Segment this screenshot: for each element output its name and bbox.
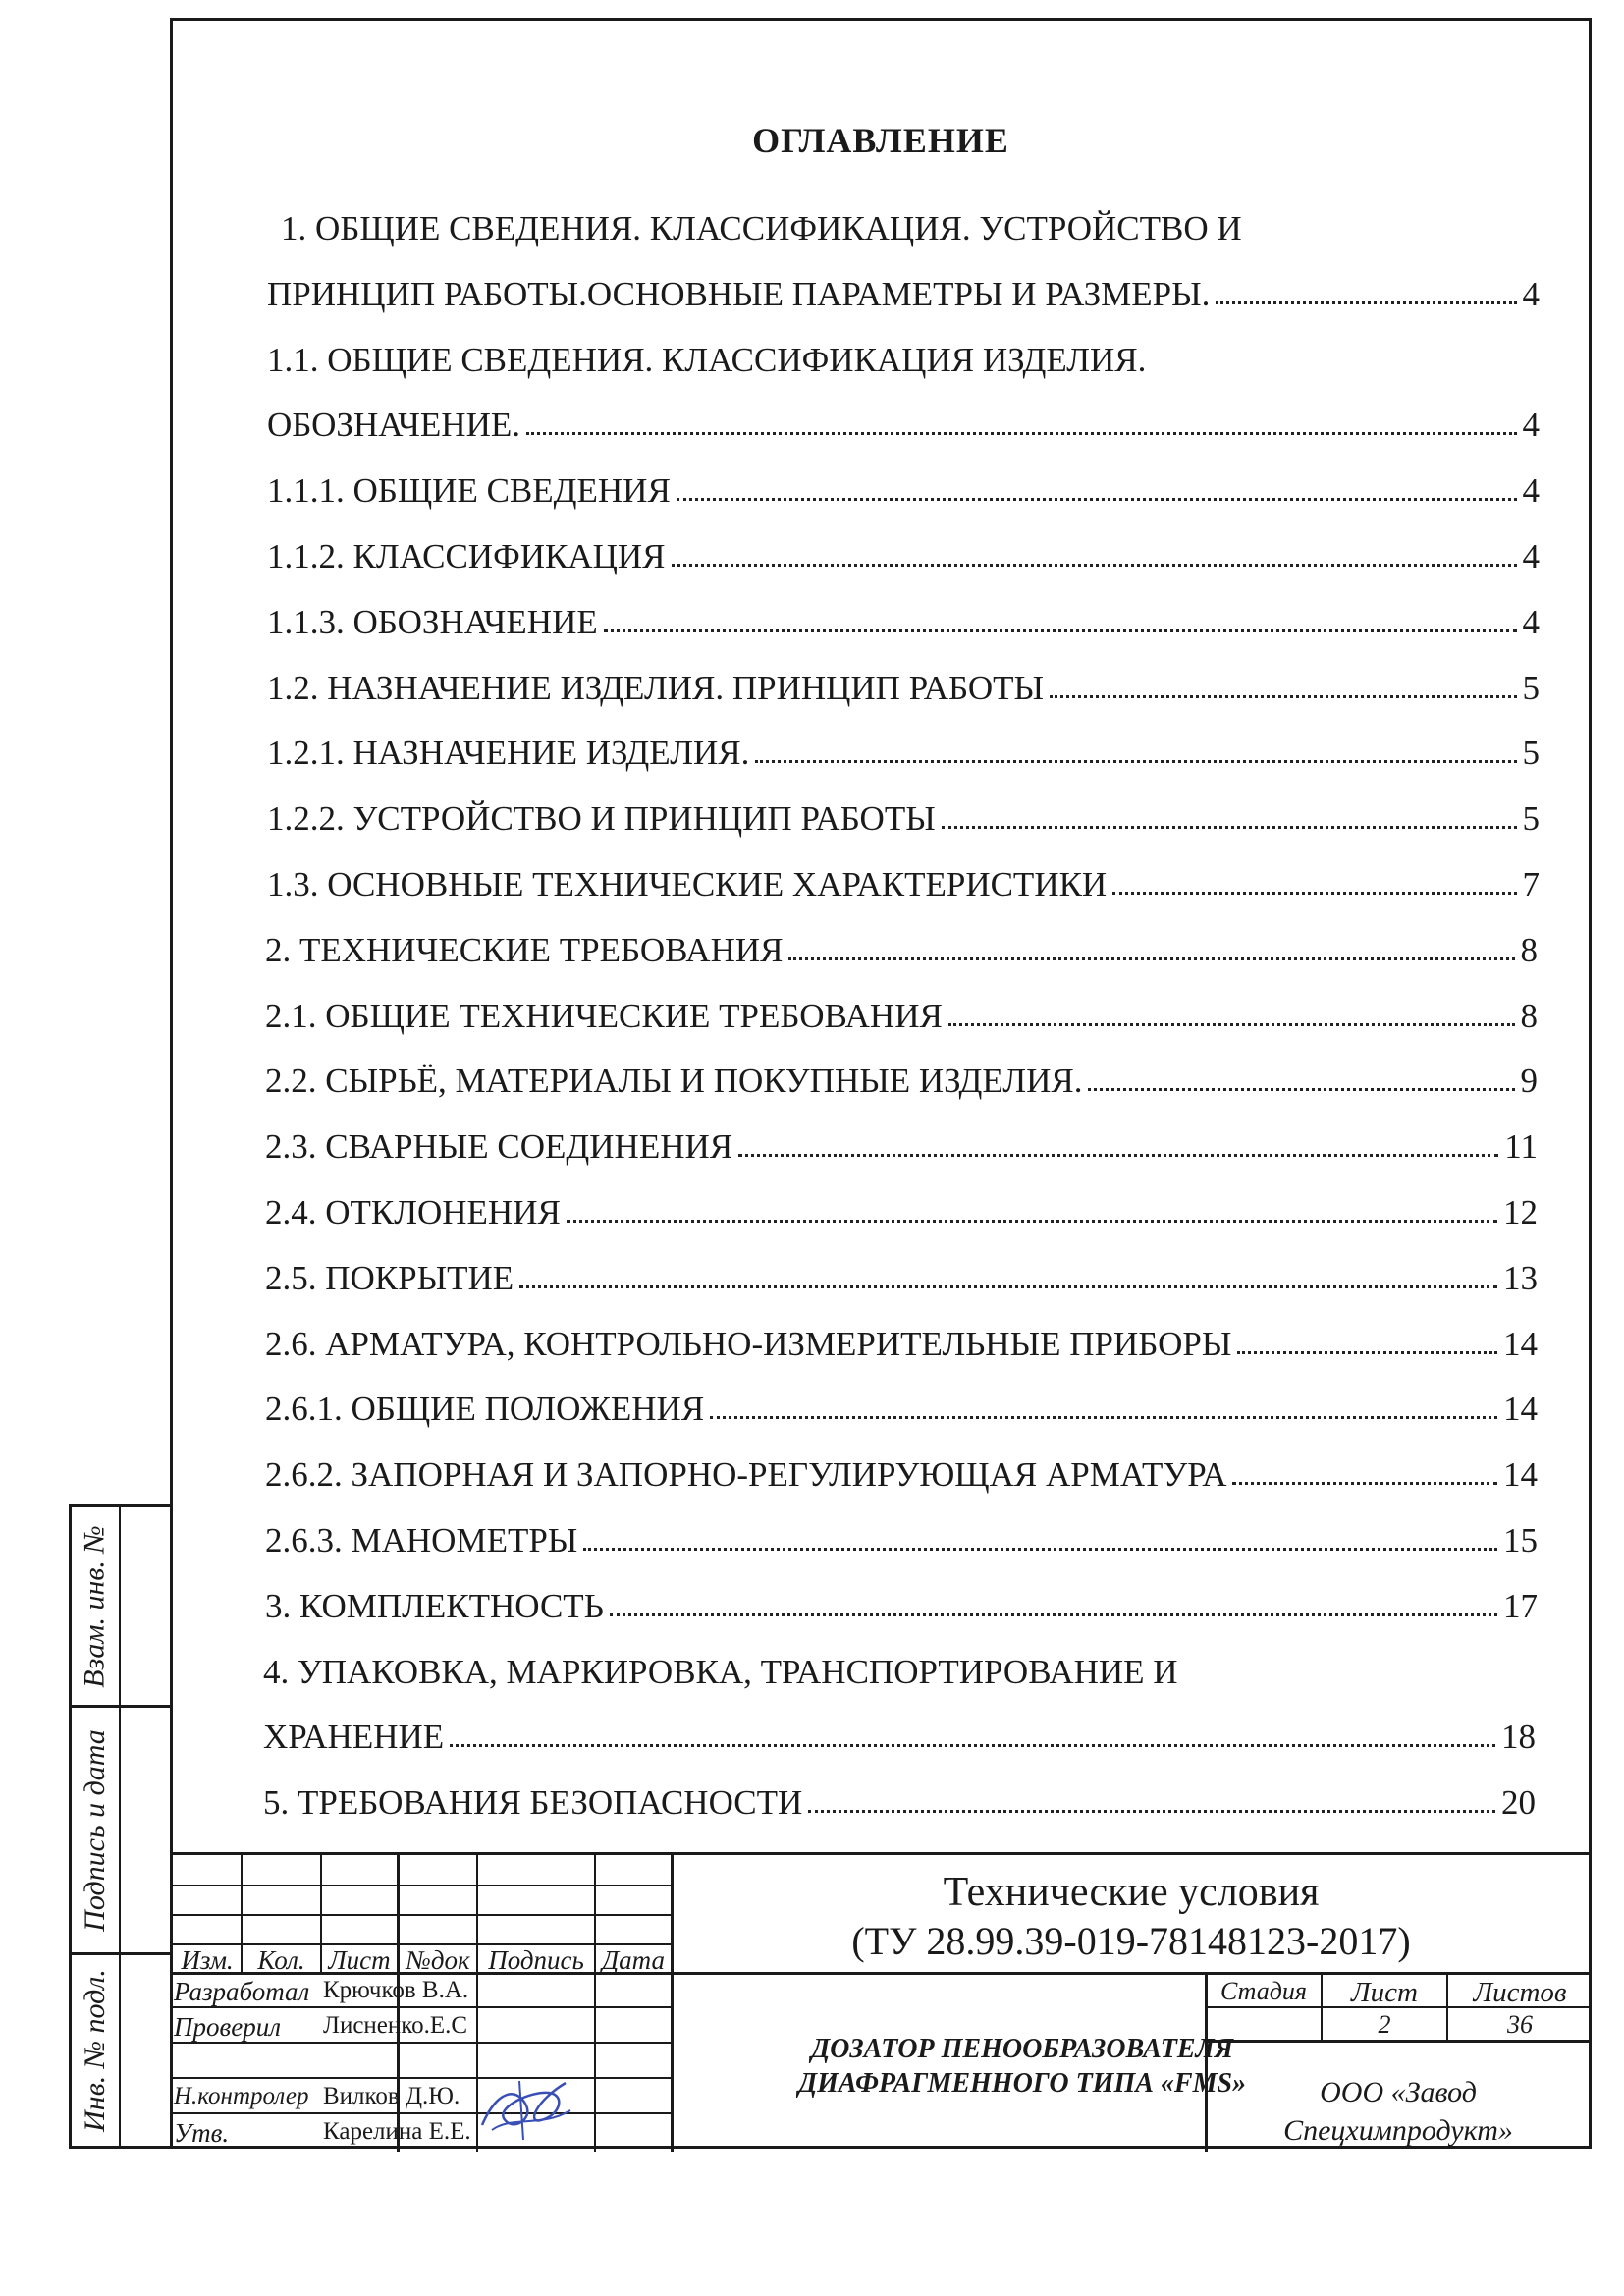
strip-label-inv: Инв. № подл. [72, 1955, 121, 2146]
toc-entry [265, 1508, 1538, 1558]
toc-entry [267, 262, 1540, 311]
toc-dot-leader [583, 1548, 1497, 1551]
toc-entry-text: 1. ОБЩИЕ СВЕДЕНИЯ. КЛАССИФИКАЦИЯ. УСТРОЙСТВО И [281, 209, 1242, 247]
toc-entry-text: 2.6. АРМАТУРА, КОНТРОЛЬНО-ИЗМЕРИТЕЛЬНЫЕ ПРИБОРЫ [265, 1324, 1232, 1363]
product-name: ДОЗАТОР ПЕНООБРАЗОВАТЕЛЯ ДИАФРАГМЕННОГО ТИПА «FMS» [797, 2034, 1247, 2099]
toc-dot-leader [755, 760, 1516, 763]
toc-entry [265, 1574, 1538, 1623]
strip-cell-podpis [72, 1708, 170, 1955]
toc-dot-leader [1088, 1088, 1514, 1091]
toc-entry-page: 4 [1522, 406, 1540, 445]
toc-entry [267, 787, 1540, 839]
list-label: Лист [1351, 1977, 1418, 2008]
toc-dot-leader [519, 1285, 1497, 1288]
toc-entry-text: 1.1.1. ОБЩИЕ СВЕДЕНИЯ [267, 471, 671, 511]
toc-dot-leader [808, 1810, 1495, 1813]
listov-value: 36 [1507, 2010, 1533, 2039]
toc-entry [263, 1705, 1536, 1757]
toc-entry [265, 1312, 1538, 1361]
binding-strip [69, 1504, 170, 2149]
toc-entry [267, 328, 1540, 377]
document-code: (ТУ 28.99.39-019-78148123-2017) [851, 1919, 1411, 1963]
toc-entry [267, 459, 1540, 511]
toc-entry [263, 1640, 1536, 1689]
toc-entry-text: 2.6.3. МАНОМЕТРЫ [265, 1521, 578, 1559]
toc-entry-page: 13 [1503, 1258, 1538, 1297]
toc-entry-page: 20 [1501, 1783, 1536, 1823]
toc-entry [265, 1115, 1538, 1167]
toc-entry-text: 1.2.1. НАЗНАЧЕНИЕ ИЗДЕЛИЯ. [267, 734, 750, 773]
toc-entry-page: 14 [1503, 1324, 1538, 1363]
role-utv: Утв. [174, 2118, 230, 2148]
toc-entry-text: ОБОЗНАЧЕНИЕ. [267, 406, 520, 445]
toc-entry-page: 8 [1520, 996, 1538, 1035]
toc-entry-page: 15 [1503, 1521, 1538, 1559]
toc-entry-text: 1.1. ОБЩИЕ СВЕДЕНИЯ. КЛАССИФИКАЦИЯ ИЗДЕЛИЯ. [267, 340, 1147, 379]
strip-cell-vzam [72, 1507, 170, 1708]
name-utv: Карелина Е.Е. [323, 2118, 471, 2145]
toc-entry-text: 1.1.3. ОБОЗНАЧЕНИЕ [267, 602, 598, 641]
toc-entry-text: 1.1.2. КЛАССИФИКАЦИЯ [267, 537, 666, 575]
toc-dot-leader [1232, 1482, 1497, 1485]
toc-entry-page: 4 [1522, 471, 1540, 511]
toc-entry-text: 1.2. НАЗНАЧЕНИЕ ИЗДЕЛИЯ. ПРИНЦИП РАБОТЫ [267, 668, 1045, 707]
toc-entry [267, 852, 1540, 902]
header-podpis: Подпись [488, 1945, 584, 1975]
toc-entry-text: 2.5. ПОКРЫТИЕ [265, 1258, 514, 1297]
toc-dot-leader [710, 1416, 1497, 1419]
title-block [170, 1852, 1592, 2149]
toc-entry [267, 721, 1540, 773]
toc-entry [267, 393, 1540, 445]
toc-entry-text: 2.2. СЫРЬЁ, МАТЕРИАЛЫ И ПОКУПНЫЕ ИЗДЕЛИЯ. [265, 1062, 1083, 1101]
toc-entry [265, 1180, 1538, 1230]
toc-dot-leader [450, 1744, 1495, 1747]
toc-dot-leader [1050, 695, 1516, 698]
toc-entry-text: 3. КОМПЛЕКТНОСТЬ [265, 1586, 604, 1625]
toc-entry-text: ХРАНЕНИЕ [263, 1718, 445, 1757]
toc-entry [267, 656, 1540, 705]
toc-entry [263, 1771, 1536, 1823]
signature-mark [472, 2071, 580, 2145]
toc-entry-page: 17 [1503, 1586, 1538, 1625]
toc-entry-page: 4 [1522, 274, 1540, 313]
header-izm: Изм. [181, 1945, 234, 1975]
strip-label-vzam: Взам. инв. № [72, 1507, 121, 1705]
toc-entry-page: 5 [1522, 799, 1540, 839]
toc-entry-page: 5 [1522, 668, 1540, 707]
toc-dot-leader [604, 629, 1517, 632]
toc-entry [267, 524, 1540, 574]
name-proveril: Лисненко.Е.С [323, 2012, 468, 2039]
organization-name: ООО «Завод Спецхимпродукт» [1283, 2076, 1513, 2147]
toc-entry [265, 984, 1538, 1033]
list-value: 2 [1378, 2010, 1391, 2039]
toc-entry [265, 1443, 1538, 1495]
toc-entry [265, 1049, 1538, 1101]
toc-entry-text: 2.6.2. ЗАПОРНАЯ И ЗАПОРНО-РЕГУЛИРУЮЩАЯ АРМАТУРА [265, 1455, 1227, 1495]
toc-entry-page: 7 [1522, 865, 1540, 903]
toc-entry-text: 2.3. СВАРНЫЕ СОЕДИНЕНИЯ [265, 1127, 733, 1167]
role-proveril: Проверил [174, 2012, 281, 2042]
toc-entry-text: 5. ТРЕБОВАНИЯ БЕЗОПАСНОСТИ [263, 1783, 803, 1823]
toc-entry-page: 9 [1520, 1062, 1538, 1101]
role-razrabotal: Разработал [174, 1977, 310, 2006]
toc-dot-leader [610, 1613, 1497, 1616]
toc-entry-page: 8 [1520, 930, 1538, 969]
toc-dot-leader [672, 564, 1517, 567]
header-data: Дата [601, 1945, 665, 1975]
toc-entry-page: 12 [1503, 1193, 1538, 1231]
toc-entry-page: 4 [1522, 602, 1540, 641]
toc-entry-page: 4 [1522, 537, 1540, 575]
name-razrabotal: Крючков В.А. [323, 1977, 469, 2003]
role-n-kontroler: Н.контролер [174, 2083, 309, 2109]
toc-dot-leader [942, 826, 1517, 829]
toc-entry-page: 5 [1522, 734, 1540, 773]
listov-label: Листов [1473, 1977, 1567, 2008]
toc-entry [281, 196, 1553, 246]
toc-entry-page: 14 [1503, 1455, 1538, 1495]
toc-dot-leader [1237, 1351, 1497, 1354]
document-type-title: Технические условия [943, 1870, 1320, 1915]
toc-entry [265, 1246, 1538, 1295]
toc-entry-text: 2.4. ОТКЛОНЕНИЯ [265, 1193, 561, 1231]
toc-entry-text: 2.1. ОБЩИЕ ТЕХНИЧЕСКИЕ ТРЕБОВАНИЯ [265, 996, 943, 1035]
strip-cell-inv [72, 1955, 170, 2146]
toc-entry-text: 1.2.2. УСТРОЙСТВО И ПРИНЦИП РАБОТЫ [267, 799, 936, 839]
toc-dot-leader [738, 1154, 1498, 1157]
toc-entry-page: 14 [1503, 1390, 1538, 1429]
toc-entry-page: 11 [1504, 1127, 1538, 1167]
toc-dot-leader [677, 498, 1517, 501]
toc-dot-leader [1216, 301, 1516, 304]
toc-dot-leader [1112, 892, 1516, 895]
header-list: Лист [328, 1945, 391, 1975]
toc-title: ОГЛАВЛЕНИЕ [752, 121, 1009, 160]
toc-entry-page: 18 [1501, 1718, 1536, 1757]
toc-entry [265, 1377, 1538, 1429]
toc-dot-leader [526, 432, 1517, 435]
header-ndok: №док [406, 1945, 470, 1975]
toc-entry [265, 918, 1538, 967]
name-n-kontroler: Вилков Д.Ю. [323, 2083, 460, 2109]
toc-dot-leader [788, 957, 1514, 960]
toc-entry-text: 1.3. ОСНОВНЫЕ ТЕХНИЧЕСКИЕ ХАРАКТЕРИСТИКИ [267, 865, 1108, 903]
toc-entry-text: 2. ТЕХНИЧЕСКИЕ ТРЕБОВАНИЯ [265, 930, 784, 969]
stadiya-label: Стадия [1219, 1977, 1308, 2005]
toc-entry-text: ПРИНЦИП РАБОТЫ.ОСНОВНЫЕ ПАРАМЕТРЫ И РАЗМЕРЫ. [267, 274, 1211, 313]
toc-entry-text: 4. УПАКОВКА, МАРКИРОВКА, ТРАНСПОРТИРОВАНИЕ И [263, 1652, 1178, 1691]
toc-dot-leader [948, 1023, 1515, 1026]
header-kol: Кол. [257, 1945, 305, 1975]
strip-label-podpis: Подпись и дата [72, 1708, 121, 1952]
toc-entry [267, 590, 1540, 639]
toc-entry-text: 2.6.1. ОБЩИЕ ПОЛОЖЕНИЯ [265, 1390, 705, 1429]
toc-dot-leader [567, 1220, 1497, 1223]
